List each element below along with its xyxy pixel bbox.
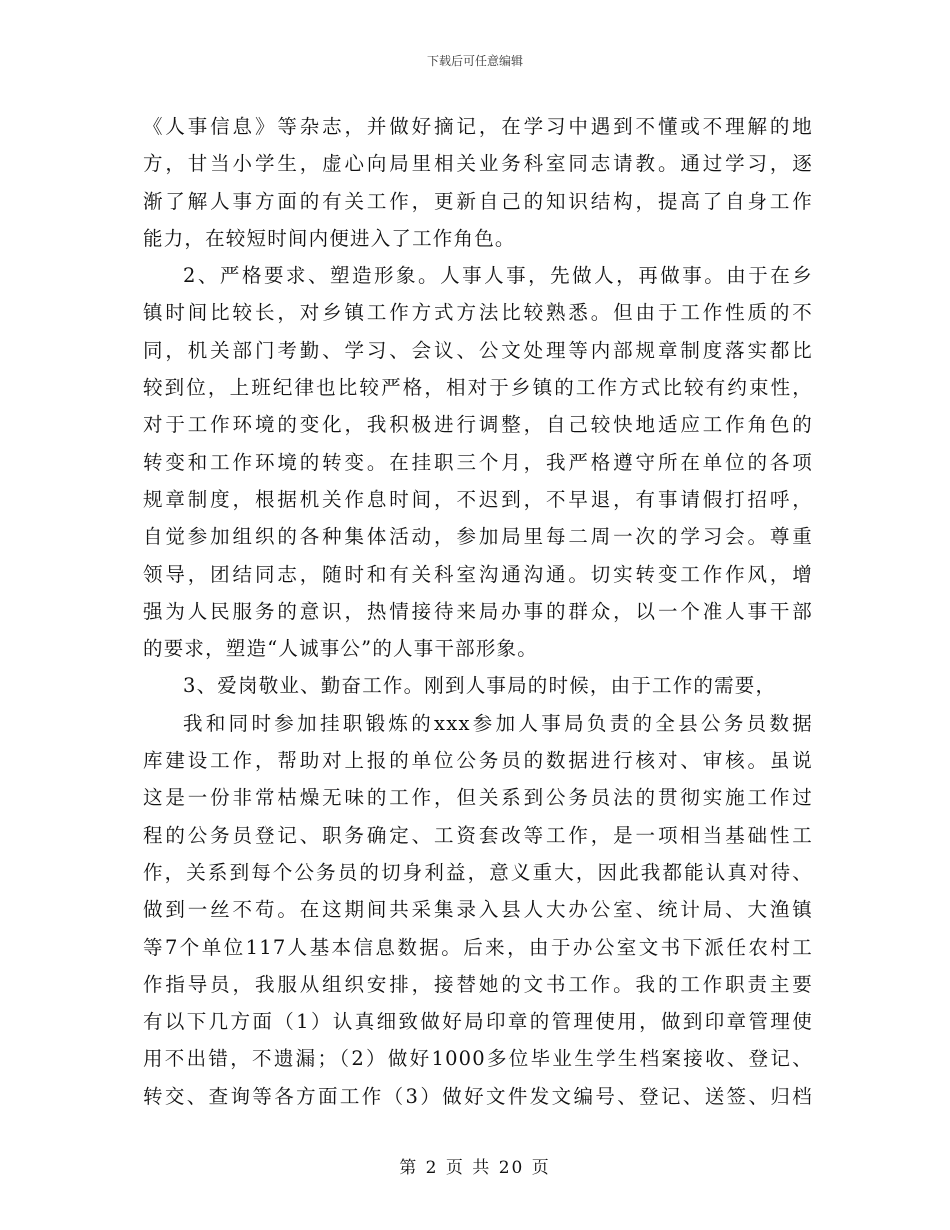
paragraph-start-line: 2、严格要求、塑造形象。人事人事，先做人，再做事。由于在乡 <box>183 264 813 288</box>
text-line: 规章制度，根据机关作息时间，不迟到，不早退，有事请假打招呼， <box>143 487 813 511</box>
paragraph-start-line: 3、爱岗敬业、勤奋工作。刚到人事局的时候，由于工作的需要， <box>183 674 777 698</box>
page-header-note: 下载后可任意编辑 <box>426 54 523 68</box>
text-line: 能力，在较短时间内便进入了工作角色。 <box>143 226 516 250</box>
text-line: 用不出错，不遗漏；（2）做好1000多位毕业生学生档案接收、登记、 <box>143 1047 813 1071</box>
text-line: 渐了解人事方面的有关工作，更新自己的知识结构，提高了自身工作 <box>143 189 813 213</box>
document-body <box>143 108 813 1115</box>
text-line: 强为人民服务的意识，热情接待来局办事的群众，以一个准人事干部 <box>143 599 813 623</box>
text-line: 较到位，上班纪律也比较严格，相对于乡镇的工作方式比较有约束性， <box>143 376 813 400</box>
text-line: 对于工作环境的变化，我积极进行调整，自己较快地适应工作角色的 <box>143 413 813 437</box>
text-line: 有以下几方面（1）认真细致做好局印章的管理使用，做到印章管理使 <box>143 1010 813 1034</box>
text-line: 库建设工作，帮助对上报的单位公务员的数据进行核对、审核。虽说 <box>143 749 813 773</box>
text-line: 作指导员，我服从组织安排，接替她的文书工作。我的工作职责主要 <box>143 972 813 996</box>
paragraph-start-line: 我和同时参加挂职锻炼的xxx参加人事局负责的全县公务员数据 <box>183 711 813 735</box>
text-line: 转变和工作环境的转变。在挂职三个月，我严格遵守所在单位的各项 <box>143 450 813 474</box>
text-line: 等7个单位117人基本信息数据。后来，由于办公室文书下派任农村工 <box>143 935 813 959</box>
text-line: 方，甘当小学生，虚心向局里相关业务科室同志请教。通过学习，逐 <box>143 152 813 176</box>
text-line: 领导，团结同志，随时和有关科室沟通沟通。切实转变工作作风，增 <box>143 562 813 586</box>
text-line: 转交、查询等各方面工作（3）做好文件发文编号、登记、送签、归档 <box>143 1084 813 1108</box>
text-line: 《人事信息》等杂志，并做好摘记，在学习中遇到不懂或不理解的地 <box>143 115 813 138</box>
text-line: 这是一份非常枯燥无味的工作，但关系到公务员法的贯彻实施工作过 <box>143 786 813 810</box>
text-line: 同，机关部门考勤、学习、会议、公文处理等内部规章制度落实都比 <box>143 338 813 362</box>
text-line: 的要求，塑造“人诚事公”的人事干部形象。 <box>143 637 538 661</box>
text-line: 程的公务员登记、职务确定、工资套改等工作，是一项相当基础性工 <box>143 823 813 847</box>
page-number-footer: 第 2 页 共 20 页 <box>399 1158 551 1178</box>
text-line: 作，关系到每个公务员的切身利益，意义重大，因此我都能认真对待、 <box>143 860 813 884</box>
text-line: 做到一丝不苟。在这期间共采集录入县人大办公室、统计局、大渔镇 <box>143 898 813 922</box>
text-line: 自觉参加组织的各种集体活动，参加局里每二周一次的学习会。尊重 <box>143 525 813 549</box>
text-line: 镇时间比较长，对乡镇工作方式方法比较熟悉。但由于工作性质的不 <box>143 301 813 325</box>
